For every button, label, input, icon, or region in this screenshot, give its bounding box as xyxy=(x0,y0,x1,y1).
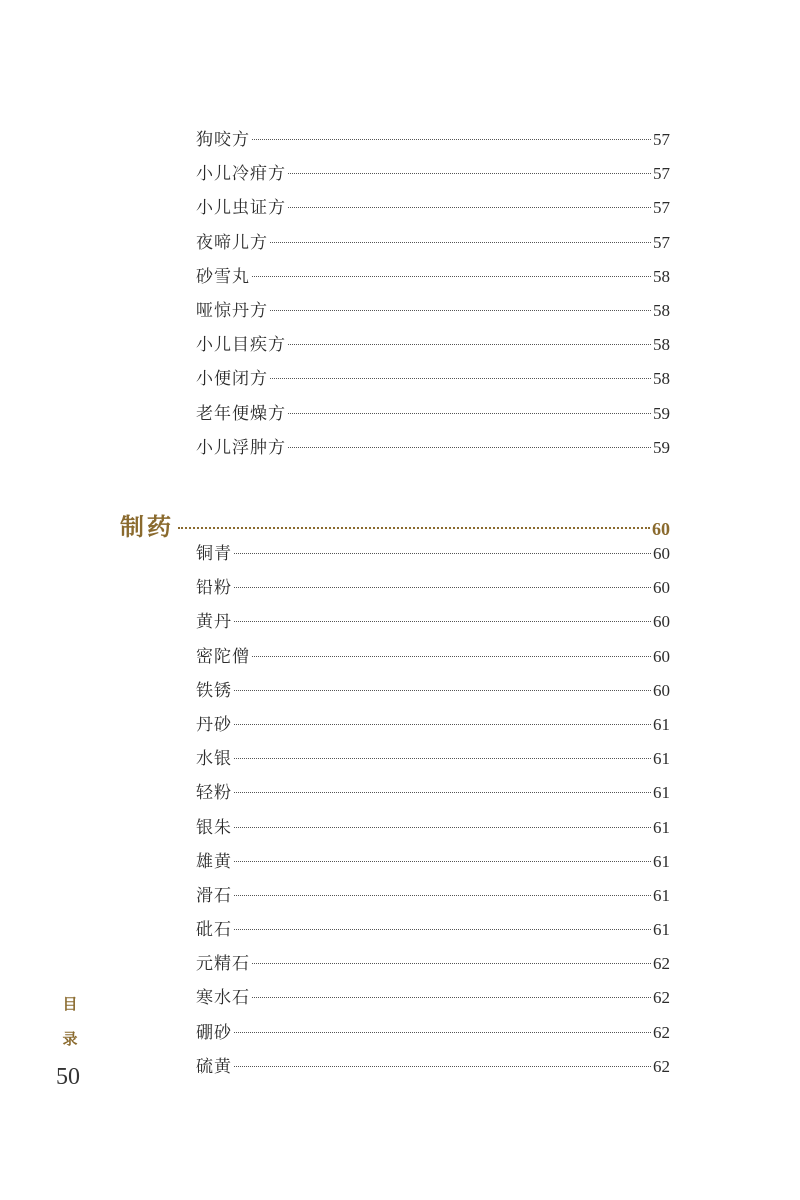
dot-leader xyxy=(234,861,651,862)
entry-page: 58 xyxy=(653,369,670,389)
toc-entry[interactable] xyxy=(196,193,670,227)
dot-leader xyxy=(234,827,651,828)
toc-entry[interactable] xyxy=(196,1018,670,1052)
entry-page: 62 xyxy=(653,988,670,1008)
toc-entry[interactable] xyxy=(196,262,670,296)
toc-entry[interactable] xyxy=(196,1052,670,1086)
entry-page: 60 xyxy=(653,578,670,598)
entry-title: 雄黄 xyxy=(196,851,232,872)
entry-page: 61 xyxy=(653,920,670,940)
section-heading[interactable] xyxy=(120,507,670,542)
section-dot-leader xyxy=(178,527,650,529)
entry-title: 元精石 xyxy=(196,954,250,975)
entry-title: 狗咬方 xyxy=(196,130,250,150)
dot-leader xyxy=(234,1066,651,1067)
dot-leader xyxy=(252,963,651,964)
dot-leader xyxy=(252,997,651,998)
dot-leader xyxy=(234,792,651,793)
section-title: 制药 xyxy=(120,512,174,541)
dot-leader xyxy=(288,447,651,448)
toc-entry[interactable] xyxy=(196,125,670,159)
dot-leader xyxy=(234,587,651,588)
entry-title: 寒水石 xyxy=(196,988,250,1009)
entry-title: 密陀僧 xyxy=(196,646,250,667)
dot-leader xyxy=(234,1032,651,1033)
side-label-lu: 录 xyxy=(62,1030,78,1048)
toc-entry[interactable] xyxy=(196,642,670,676)
toc-entry[interactable] xyxy=(196,228,670,262)
section-page: 60 xyxy=(652,519,670,539)
entry-title: 小儿浮肿方 xyxy=(196,437,286,458)
entry-title: 黄丹 xyxy=(196,612,232,633)
toc-entry[interactable] xyxy=(196,881,670,915)
entry-title: 小儿虫证方 xyxy=(196,198,286,219)
entry-page: 58 xyxy=(653,335,670,355)
toc-entry[interactable] xyxy=(196,159,670,193)
entry-title: 银朱 xyxy=(196,817,232,838)
dot-leader xyxy=(234,621,651,622)
entry-title: 小儿目疾方 xyxy=(196,335,286,356)
dot-leader xyxy=(270,242,651,243)
dot-leader xyxy=(234,553,651,554)
toc-entry[interactable] xyxy=(196,330,670,364)
entry-page: 60 xyxy=(653,680,670,700)
entry-title: 哑惊丹方 xyxy=(196,300,268,321)
dot-leader xyxy=(270,310,651,311)
entry-title: 铜青 xyxy=(196,544,232,564)
dot-leader xyxy=(234,929,651,930)
entry-title: 水银 xyxy=(196,749,232,770)
entry-page: 61 xyxy=(653,885,670,905)
entry-page: 58 xyxy=(653,266,670,286)
toc-entry[interactable] xyxy=(196,813,670,847)
toc-entry[interactable] xyxy=(196,364,670,398)
entry-title: 老年便燥方 xyxy=(196,403,286,424)
entry-title: 夜啼儿方 xyxy=(196,232,268,253)
dot-leader xyxy=(234,895,651,896)
toc-entry[interactable] xyxy=(196,399,670,433)
entry-title: 硫黄 xyxy=(196,1056,232,1077)
toc-entry[interactable] xyxy=(196,949,670,983)
toc-entry[interactable] xyxy=(196,607,670,641)
entry-page: 62 xyxy=(653,954,670,974)
dot-leader xyxy=(234,724,651,725)
toc-entry[interactable] xyxy=(196,915,670,949)
entry-title: 铅粉 xyxy=(196,578,232,599)
entry-page: 57 xyxy=(653,130,670,149)
dot-leader xyxy=(234,758,651,759)
toc-entry[interactable] xyxy=(196,847,670,881)
entry-page: 60 xyxy=(653,544,670,563)
entry-page: 58 xyxy=(653,300,670,320)
toc-entry[interactable] xyxy=(196,433,670,467)
entry-page: 61 xyxy=(653,749,670,769)
entry-title: 铁锈 xyxy=(196,680,232,701)
entry-page: 62 xyxy=(653,1056,670,1076)
entry-title: 丹砂 xyxy=(196,714,232,735)
toc-entry[interactable] xyxy=(196,983,670,1017)
entry-page: 60 xyxy=(653,646,670,666)
toc-list-section xyxy=(196,539,670,1086)
entry-page: 57 xyxy=(653,232,670,252)
entry-page: 59 xyxy=(653,437,670,457)
dot-leader xyxy=(288,173,651,174)
entry-title: 砒石 xyxy=(196,920,232,941)
toc-entry[interactable] xyxy=(196,778,670,812)
dot-leader xyxy=(252,276,651,277)
toc-entry[interactable] xyxy=(196,573,670,607)
entry-title: 小便闭方 xyxy=(196,369,268,390)
dot-leader xyxy=(234,690,651,691)
dot-leader xyxy=(288,344,651,345)
entry-page: 57 xyxy=(653,164,670,184)
entry-page: 61 xyxy=(653,851,670,871)
side-label-mu: 目 xyxy=(62,995,78,1013)
toc-entry[interactable] xyxy=(196,710,670,744)
dot-leader xyxy=(252,139,651,140)
toc-entry[interactable] xyxy=(196,539,670,573)
entry-page: 61 xyxy=(653,817,670,837)
entry-title: 小儿冷疳方 xyxy=(196,164,286,185)
dot-leader xyxy=(288,413,651,414)
entry-page: 61 xyxy=(653,783,670,803)
toc-entry[interactable] xyxy=(196,744,670,778)
entry-title: 硼砂 xyxy=(196,1022,232,1043)
entry-title: 轻粉 xyxy=(196,783,232,804)
entry-title: 滑石 xyxy=(196,885,232,906)
dot-leader xyxy=(252,656,651,657)
toc-list-top xyxy=(196,125,670,467)
entry-page: 61 xyxy=(653,714,670,734)
dot-leader xyxy=(288,207,651,208)
toc-entry[interactable] xyxy=(196,296,670,330)
entry-page: 59 xyxy=(653,403,670,423)
page-number: 50 xyxy=(56,1064,80,1090)
entry-title: 砂雪丸 xyxy=(196,266,250,287)
toc-entry[interactable] xyxy=(196,676,670,710)
entry-page: 57 xyxy=(653,198,670,218)
entry-page: 60 xyxy=(653,612,670,632)
dot-leader xyxy=(270,378,651,379)
entry-page: 62 xyxy=(653,1022,670,1042)
